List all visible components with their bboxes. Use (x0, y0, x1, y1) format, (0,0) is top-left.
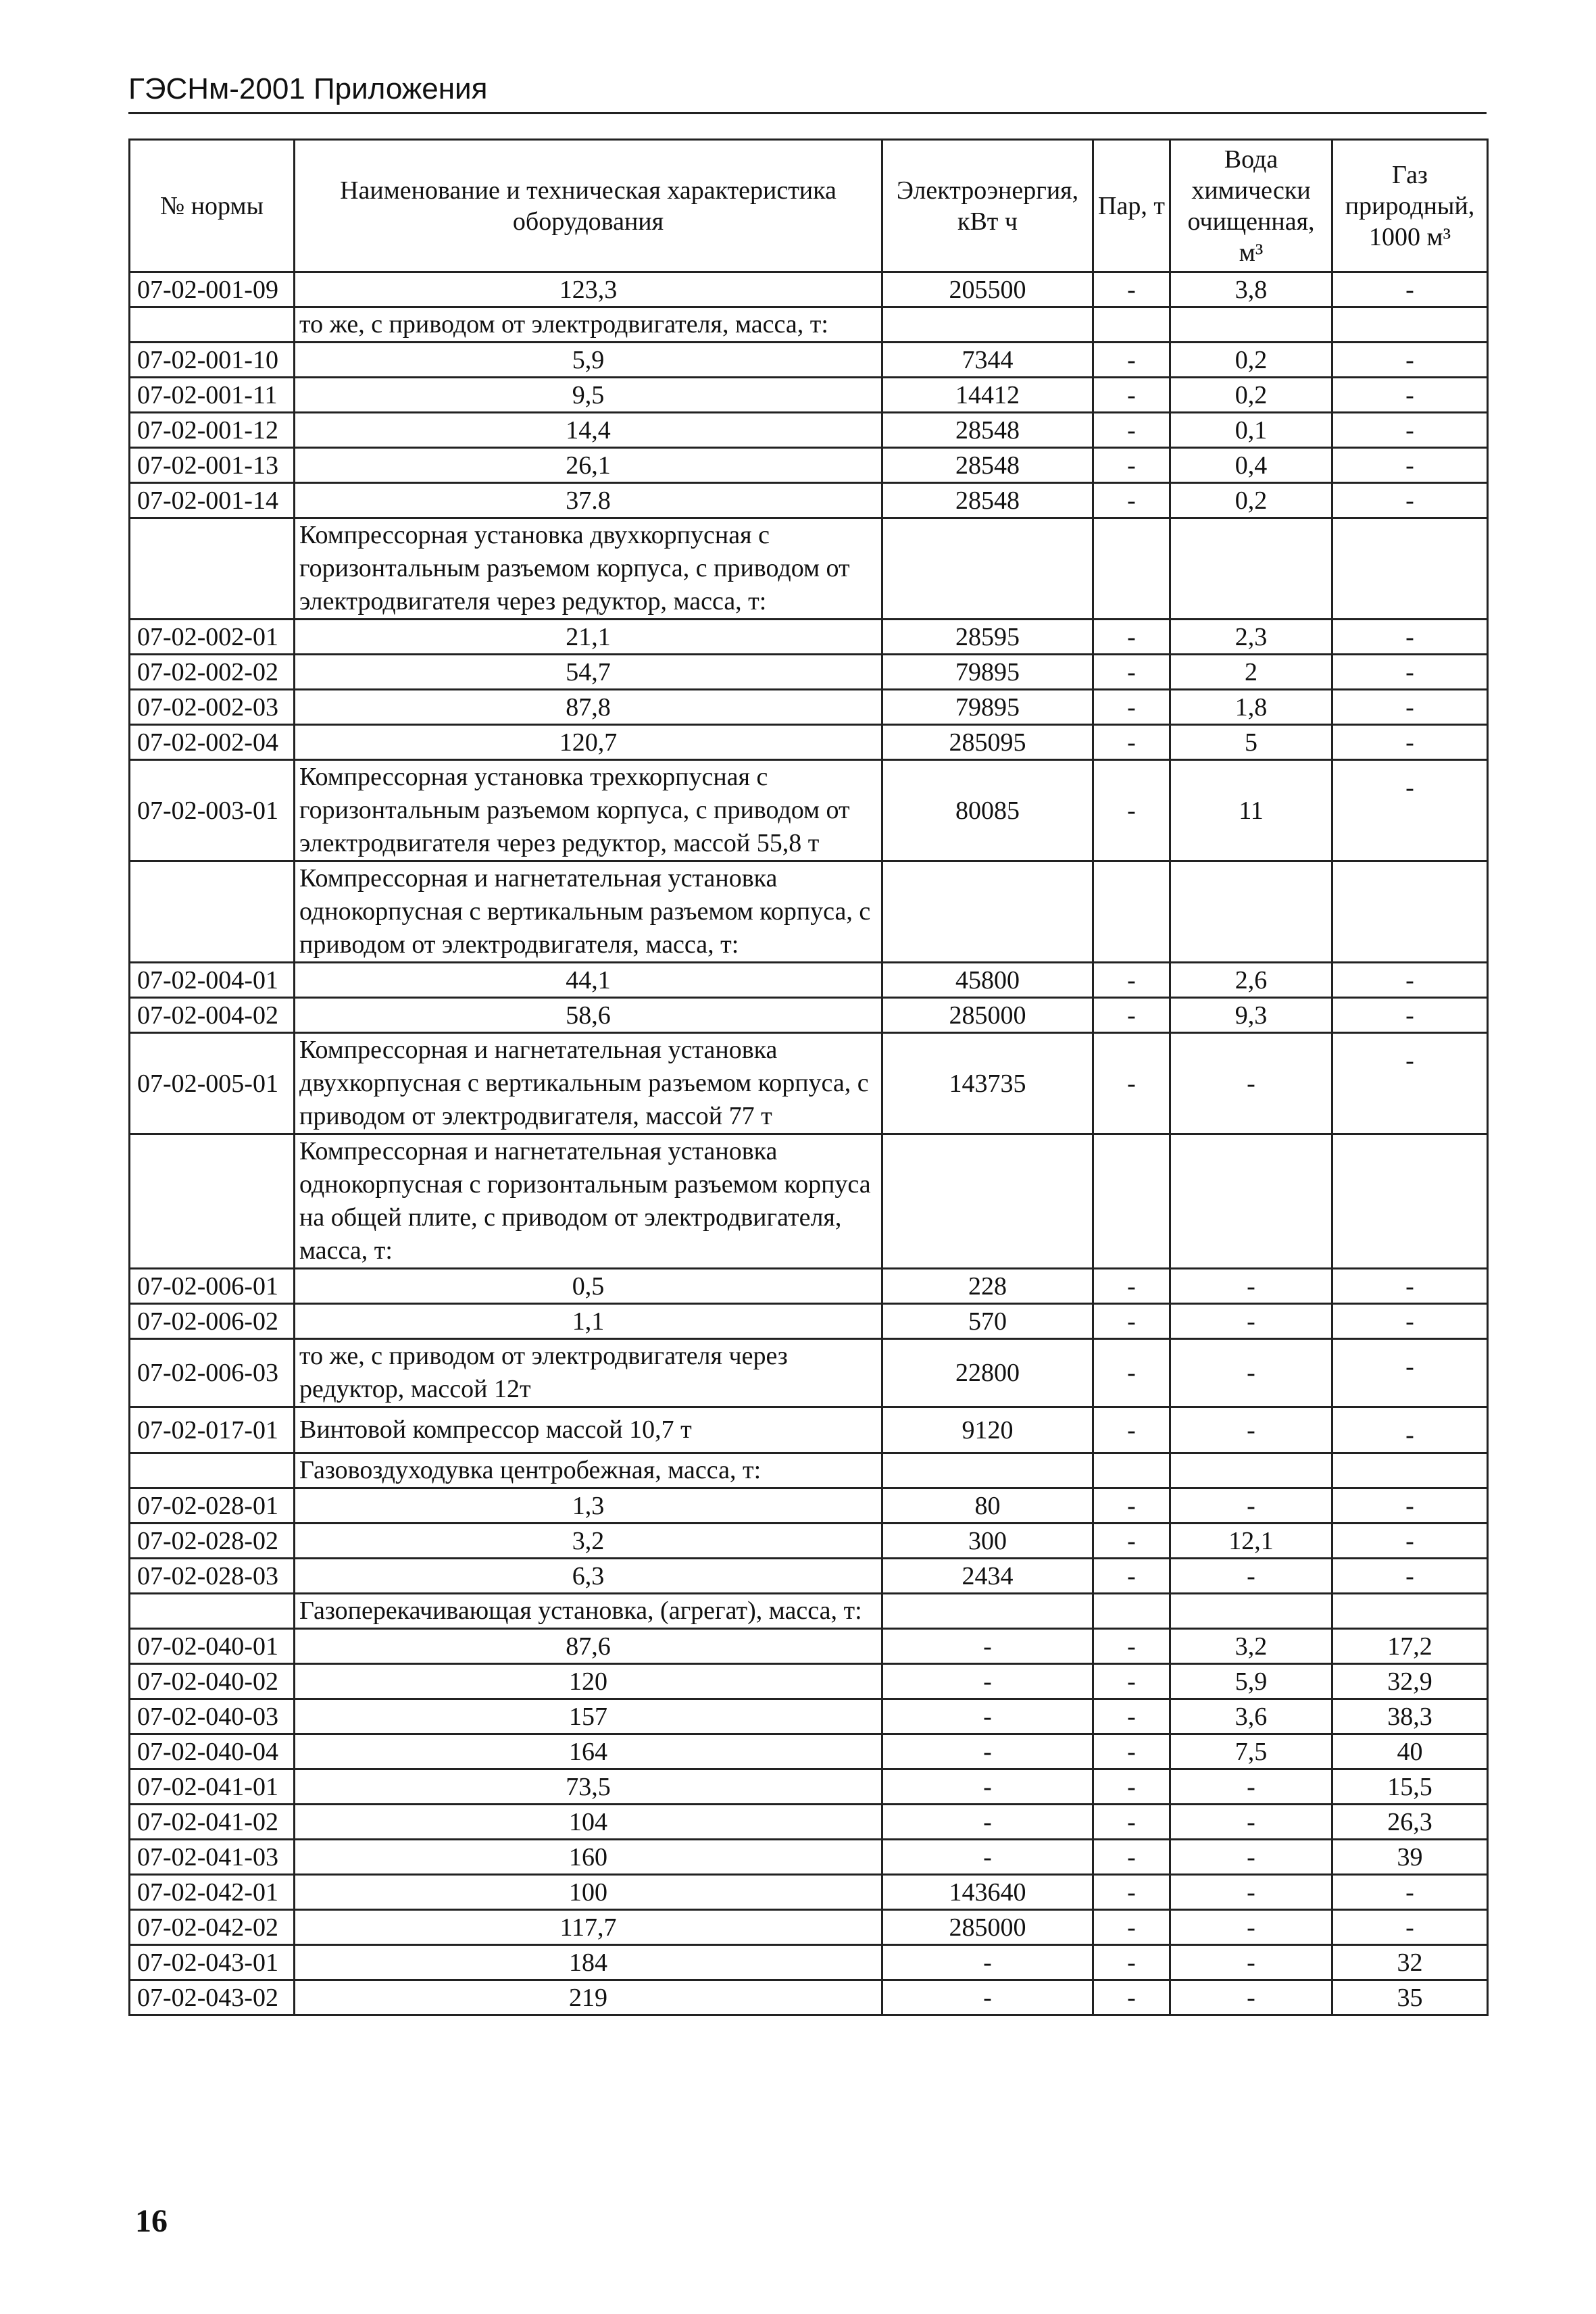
norm-number-cell: 07-02-001-12 (130, 413, 295, 448)
electricity-cell: 80085 (882, 760, 1093, 861)
norm-number-cell (130, 518, 295, 620)
equipment-cell: Газовоздуходувка центробежная, масса, т: (295, 1453, 882, 1488)
gas-cell: - (1332, 690, 1488, 725)
norm-number-cell: 07-02-005-01 (130, 1033, 295, 1134)
water-cell: 0,2 (1170, 343, 1332, 378)
steam-cell: - (1093, 483, 1170, 518)
electricity-cell (882, 307, 1093, 343)
electricity-cell: 80 (882, 1488, 1093, 1524)
table-row (130, 725, 1488, 760)
norm-number-cell: 07-02-041-01 (130, 1769, 295, 1805)
table-row (130, 1594, 1488, 1629)
equipment-cell: 120 (295, 1664, 882, 1699)
steam-cell: - (1093, 655, 1170, 690)
steam-cell: - (1093, 1488, 1170, 1524)
gas-cell: 40 (1332, 1734, 1488, 1769)
table-row (130, 655, 1488, 690)
equipment-cell: 54,7 (295, 655, 882, 690)
water-cell: - (1170, 1559, 1332, 1594)
norm-number-cell: 07-02-001-13 (130, 448, 295, 483)
water-cell: 7,5 (1170, 1734, 1332, 1769)
gas-cell: - (1332, 483, 1488, 518)
equipment-cell: Компрессорная и нагнетательная установка однокорпусная с вертикальным разъемом корпуса, с приводом от электродвигателя, масса, т: (295, 861, 882, 963)
water-cell: - (1170, 1910, 1332, 1945)
electricity-cell: - (882, 1945, 1093, 1980)
table-row (130, 272, 1488, 307)
electricity-cell: 79895 (882, 655, 1093, 690)
equipment-cell: Винтовой компрессор массой 10,7 т (295, 1407, 882, 1453)
table-row (130, 1269, 1488, 1304)
electricity-cell: 285000 (882, 1910, 1093, 1945)
electricity-cell: 7344 (882, 343, 1093, 378)
gas-cell: - (1332, 1559, 1488, 1594)
electricity-cell: 45800 (882, 963, 1093, 998)
table-row (130, 1629, 1488, 1664)
steam-cell: - (1093, 760, 1170, 861)
electricity-cell: - (882, 1769, 1093, 1805)
electricity-cell: - (882, 1629, 1093, 1664)
norm-number-cell: 07-02-042-02 (130, 1910, 295, 1945)
electricity-cell (882, 861, 1093, 963)
gas-cell: - (1332, 725, 1488, 760)
column-header-water: Вода химически очищенная, м³ (1170, 140, 1332, 272)
steam-cell (1093, 861, 1170, 963)
table-body (130, 272, 1488, 2015)
electricity-cell: 9120 (882, 1407, 1093, 1453)
equipment-cell: 26,1 (295, 448, 882, 483)
electricity-cell (882, 518, 1093, 620)
norm-number-cell: 07-02-006-03 (130, 1339, 295, 1407)
gas-cell: 26,3 (1332, 1805, 1488, 1840)
table-row (130, 1304, 1488, 1339)
equipment-cell: Компрессорная и нагнетательная установка однокорпусная с горизонтальным разъемом корпуса на общей плите, с приводом от электродвигателя, масса, т: (295, 1134, 882, 1269)
equipment-cell: 120,7 (295, 725, 882, 760)
electricity-cell: 79895 (882, 690, 1093, 725)
steam-cell: - (1093, 1339, 1170, 1407)
electricity-cell: - (882, 1664, 1093, 1699)
steam-cell: - (1093, 1664, 1170, 1699)
equipment-cell: 100 (295, 1875, 882, 1910)
equipment-cell: 0,5 (295, 1269, 882, 1304)
table-row (130, 1734, 1488, 1769)
table-row (130, 1699, 1488, 1734)
water-cell: 11 (1170, 760, 1332, 861)
steam-cell: - (1093, 1524, 1170, 1559)
gas-cell: 38,3 (1332, 1699, 1488, 1734)
norm-number-cell: 07-02-006-01 (130, 1269, 295, 1304)
norm-number-cell (130, 307, 295, 343)
table-row (130, 998, 1488, 1033)
column-header-norm-number: № нормы (130, 140, 295, 272)
gas-cell (1332, 307, 1488, 343)
gas-cell (1332, 518, 1488, 620)
water-cell: 5 (1170, 725, 1332, 760)
water-cell: 2 (1170, 655, 1332, 690)
gas-cell: - (1332, 655, 1488, 690)
water-cell (1170, 861, 1332, 963)
equipment-cell: то же, с приводом от электродвигателя через редуктор, массой 12т (295, 1339, 882, 1407)
equipment-cell: 58,6 (295, 998, 882, 1033)
steam-cell: - (1093, 1875, 1170, 1910)
norm-number-cell: 07-02-040-04 (130, 1734, 295, 1769)
water-cell: 5,9 (1170, 1664, 1332, 1699)
equipment-cell: 117,7 (295, 1910, 882, 1945)
norm-number-cell: 07-02-041-03 (130, 1840, 295, 1875)
water-cell: - (1170, 1875, 1332, 1910)
electricity-cell: 14412 (882, 378, 1093, 413)
equipment-cell: Компрессорная установка трехкорпусная с горизонтальным разъемом корпуса, с приводом от электродвигателя через редуктор, массой 55,8 т (295, 760, 882, 861)
norm-number-cell: 07-02-001-11 (130, 378, 295, 413)
steam-cell: - (1093, 1805, 1170, 1840)
equipment-cell: 37.8 (295, 483, 882, 518)
water-cell: - (1170, 1945, 1332, 1980)
table-row (130, 1769, 1488, 1805)
steam-cell: - (1093, 272, 1170, 307)
gas-cell: - (1332, 413, 1488, 448)
norm-number-cell: 07-02-001-14 (130, 483, 295, 518)
water-cell: 0,2 (1170, 378, 1332, 413)
water-cell (1170, 307, 1332, 343)
norm-number-cell: 07-02-006-02 (130, 1304, 295, 1339)
steam-cell: - (1093, 725, 1170, 760)
gas-cell: - (1332, 448, 1488, 483)
equipment-cell: 104 (295, 1805, 882, 1840)
norm-number-cell: 07-02-001-10 (130, 343, 295, 378)
equipment-cell: 21,1 (295, 620, 882, 655)
electricity-cell: - (882, 1980, 1093, 2015)
norm-number-cell: 07-02-028-02 (130, 1524, 295, 1559)
table-row (130, 448, 1488, 483)
water-cell: - (1170, 1980, 1332, 2015)
norm-number-cell: 07-02-040-03 (130, 1699, 295, 1734)
column-header-equipment: Наименование и техническая характеристика оборудования (295, 140, 882, 272)
table-row (130, 1524, 1488, 1559)
electricity-cell: 28548 (882, 448, 1093, 483)
water-cell (1170, 1134, 1332, 1269)
gas-cell: - (1332, 1910, 1488, 1945)
gas-cell: - (1332, 1407, 1488, 1453)
gas-cell (1332, 861, 1488, 963)
water-cell: 12,1 (1170, 1524, 1332, 1559)
water-cell (1170, 518, 1332, 620)
gas-cell: 32 (1332, 1945, 1488, 1980)
norm-number-cell: 07-02-004-01 (130, 963, 295, 998)
steam-cell: - (1093, 690, 1170, 725)
electricity-cell: 570 (882, 1304, 1093, 1339)
norm-number-cell (130, 1453, 295, 1488)
steam-cell: - (1093, 963, 1170, 998)
electricity-cell: 28548 (882, 483, 1093, 518)
electricity-cell: 28595 (882, 620, 1093, 655)
equipment-cell: 1,3 (295, 1488, 882, 1524)
norm-number-cell: 07-02-017-01 (130, 1407, 295, 1453)
equipment-cell: 219 (295, 1980, 882, 2015)
equipment-cell: 164 (295, 1734, 882, 1769)
table-row (130, 690, 1488, 725)
norm-number-cell: 07-02-028-01 (130, 1488, 295, 1524)
electricity-cell (882, 1453, 1093, 1488)
steam-cell: - (1093, 1769, 1170, 1805)
equipment-cell: 160 (295, 1840, 882, 1875)
water-cell: - (1170, 1339, 1332, 1407)
gas-cell: - (1332, 1269, 1488, 1304)
gas-cell: - (1332, 998, 1488, 1033)
equipment-cell: 5,9 (295, 343, 882, 378)
electricity-cell: 300 (882, 1524, 1093, 1559)
equipment-cell: Компрессорная и нагнетательная установка двухкорпусная с вертикальным разъемом корпуса, с приводом от электродвигателя, массой 77 т (295, 1033, 882, 1134)
water-cell: 0,1 (1170, 413, 1332, 448)
equipment-cell: Компрессорная установка двухкорпусная с горизонтальным разъемом корпуса, с приводом от электродвигателя через редуктор, масса, т: (295, 518, 882, 620)
equipment-cell: то же, с приводом от электродвигателя, масса, т: (295, 307, 882, 343)
steam-cell (1093, 1134, 1170, 1269)
table-row (130, 1134, 1488, 1269)
water-cell (1170, 1594, 1332, 1629)
steam-cell (1093, 518, 1170, 620)
table-row (130, 1910, 1488, 1945)
equipment-cell: 1,1 (295, 1304, 882, 1339)
table-row (130, 1488, 1488, 1524)
water-cell: - (1170, 1033, 1332, 1134)
water-cell: 3,6 (1170, 1699, 1332, 1734)
norm-number-cell: 07-02-041-02 (130, 1805, 295, 1840)
electricity-cell (882, 1594, 1093, 1629)
equipment-cell: 87,6 (295, 1629, 882, 1664)
equipment-cell: 3,2 (295, 1524, 882, 1559)
electricity-cell: 205500 (882, 272, 1093, 307)
steam-cell: - (1093, 1269, 1170, 1304)
steam-cell: - (1093, 1910, 1170, 1945)
electricity-cell: 143640 (882, 1875, 1093, 1910)
electricity-cell: 228 (882, 1269, 1093, 1304)
equipment-cell: 9,5 (295, 378, 882, 413)
table-header-row (130, 140, 1488, 272)
table-row (130, 343, 1488, 378)
water-cell: 1,8 (1170, 690, 1332, 725)
electricity-cell: - (882, 1805, 1093, 1840)
norm-number-cell (130, 1594, 295, 1629)
column-header-gas: Газ природный, 1000 м³ (1332, 140, 1488, 272)
header-divider (128, 112, 1487, 114)
steam-cell: - (1093, 1734, 1170, 1769)
steam-cell: - (1093, 1945, 1170, 1980)
electricity-cell: 22800 (882, 1339, 1093, 1407)
steam-cell: - (1093, 343, 1170, 378)
gas-cell: - (1332, 1304, 1488, 1339)
steam-cell: - (1093, 1629, 1170, 1664)
electricity-cell: - (882, 1699, 1093, 1734)
steam-cell: - (1093, 620, 1170, 655)
table-row (130, 760, 1488, 861)
water-cell: 0,4 (1170, 448, 1332, 483)
gas-cell (1332, 1594, 1488, 1629)
norm-number-cell: 07-02-004-02 (130, 998, 295, 1033)
water-cell: - (1170, 1769, 1332, 1805)
electricity-cell: - (882, 1840, 1093, 1875)
gas-cell (1332, 1453, 1488, 1488)
gas-cell: 35 (1332, 1980, 1488, 2015)
water-cell: 3,2 (1170, 1629, 1332, 1664)
electricity-cell: 143735 (882, 1033, 1093, 1134)
gas-cell: - (1332, 1875, 1488, 1910)
norm-number-cell: 07-02-002-04 (130, 725, 295, 760)
electricity-cell: 285095 (882, 725, 1093, 760)
norm-number-cell: 07-02-002-01 (130, 620, 295, 655)
gas-cell: - (1332, 343, 1488, 378)
water-cell: 2,3 (1170, 620, 1332, 655)
table-row (130, 620, 1488, 655)
equipment-cell: 123,3 (295, 272, 882, 307)
water-cell: 2,6 (1170, 963, 1332, 998)
gas-cell: - (1332, 378, 1488, 413)
water-cell: 9,3 (1170, 998, 1332, 1033)
gas-cell (1332, 1134, 1488, 1269)
norms-table (128, 139, 1489, 2016)
gas-cell: - (1332, 1033, 1488, 1134)
norm-number-cell: 07-02-040-01 (130, 1629, 295, 1664)
norm-number-cell (130, 1134, 295, 1269)
electricity-cell: 2434 (882, 1559, 1093, 1594)
steam-cell: - (1093, 1559, 1170, 1594)
steam-cell: - (1093, 448, 1170, 483)
norm-number-cell: 07-02-001-09 (130, 272, 295, 307)
norm-number-cell: 07-02-043-01 (130, 1945, 295, 1980)
table-row (130, 1559, 1488, 1594)
table-row (130, 483, 1488, 518)
water-cell: - (1170, 1407, 1332, 1453)
gas-cell: 17,2 (1332, 1629, 1488, 1664)
equipment-cell: 6,3 (295, 1559, 882, 1594)
water-cell: 0,2 (1170, 483, 1332, 518)
equipment-cell: 87,8 (295, 690, 882, 725)
steam-cell (1093, 307, 1170, 343)
table-row (130, 1980, 1488, 2015)
norm-number-cell: 07-02-002-03 (130, 690, 295, 725)
steam-cell (1093, 1594, 1170, 1629)
equipment-cell: 14,4 (295, 413, 882, 448)
equipment-cell: 44,1 (295, 963, 882, 998)
norm-number-cell: 07-02-040-02 (130, 1664, 295, 1699)
water-cell: - (1170, 1488, 1332, 1524)
gas-cell: 15,5 (1332, 1769, 1488, 1805)
gas-cell: - (1332, 963, 1488, 998)
gas-cell: - (1332, 760, 1488, 861)
steam-cell: - (1093, 378, 1170, 413)
steam-cell: - (1093, 1699, 1170, 1734)
table-row (130, 1664, 1488, 1699)
gas-cell: 32,9 (1332, 1664, 1488, 1699)
page-number: 16 (135, 2203, 168, 2239)
steam-cell: - (1093, 413, 1170, 448)
water-cell: 3,8 (1170, 272, 1332, 307)
norm-number-cell: 07-02-043-02 (130, 1980, 295, 2015)
steam-cell: - (1093, 1304, 1170, 1339)
steam-cell (1093, 1453, 1170, 1488)
table-row (130, 1840, 1488, 1875)
equipment-cell: 157 (295, 1699, 882, 1734)
electricity-cell (882, 1134, 1093, 1269)
gas-cell: 39 (1332, 1840, 1488, 1875)
gas-cell: - (1332, 1339, 1488, 1407)
steam-cell: - (1093, 1033, 1170, 1134)
electricity-cell: 285000 (882, 998, 1093, 1033)
water-cell: - (1170, 1805, 1332, 1840)
water-cell: - (1170, 1269, 1332, 1304)
table-row (130, 1407, 1488, 1453)
norm-number-cell: 07-02-042-01 (130, 1875, 295, 1910)
equipment-cell: 73,5 (295, 1769, 882, 1805)
water-cell: - (1170, 1304, 1332, 1339)
page-header: ГЭСНм-2001 Приложения (128, 72, 488, 105)
table-row (130, 518, 1488, 620)
norm-number-cell: 07-02-003-01 (130, 760, 295, 861)
norm-number-cell (130, 861, 295, 963)
table-row (130, 413, 1488, 448)
steam-cell: - (1093, 1980, 1170, 2015)
table-row (130, 378, 1488, 413)
steam-cell: - (1093, 1840, 1170, 1875)
equipment-cell: 184 (295, 1945, 882, 1980)
electricity-cell: 28548 (882, 413, 1093, 448)
steam-cell: - (1093, 998, 1170, 1033)
equipment-cell: Газоперекачивающая установка, (агрегат), масса, т: (295, 1594, 882, 1629)
table-row (130, 1339, 1488, 1407)
water-cell: - (1170, 1840, 1332, 1875)
gas-cell: - (1332, 1488, 1488, 1524)
table-row (130, 1033, 1488, 1134)
table-row (130, 1875, 1488, 1910)
table-row (130, 861, 1488, 963)
table-row (130, 307, 1488, 343)
water-cell (1170, 1453, 1332, 1488)
column-header-steam: Пар, т (1093, 140, 1170, 272)
table-row (130, 1805, 1488, 1840)
table-row (130, 1453, 1488, 1488)
gas-cell: - (1332, 620, 1488, 655)
table-row (130, 963, 1488, 998)
norm-number-cell: 07-02-028-03 (130, 1559, 295, 1594)
steam-cell: - (1093, 1407, 1170, 1453)
norm-number-cell: 07-02-002-02 (130, 655, 295, 690)
gas-cell: - (1332, 1524, 1488, 1559)
electricity-cell: - (882, 1734, 1093, 1769)
gas-cell: - (1332, 272, 1488, 307)
table-row (130, 1945, 1488, 1980)
column-header-electricity: Электроэнергия, кВт ч (882, 140, 1093, 272)
